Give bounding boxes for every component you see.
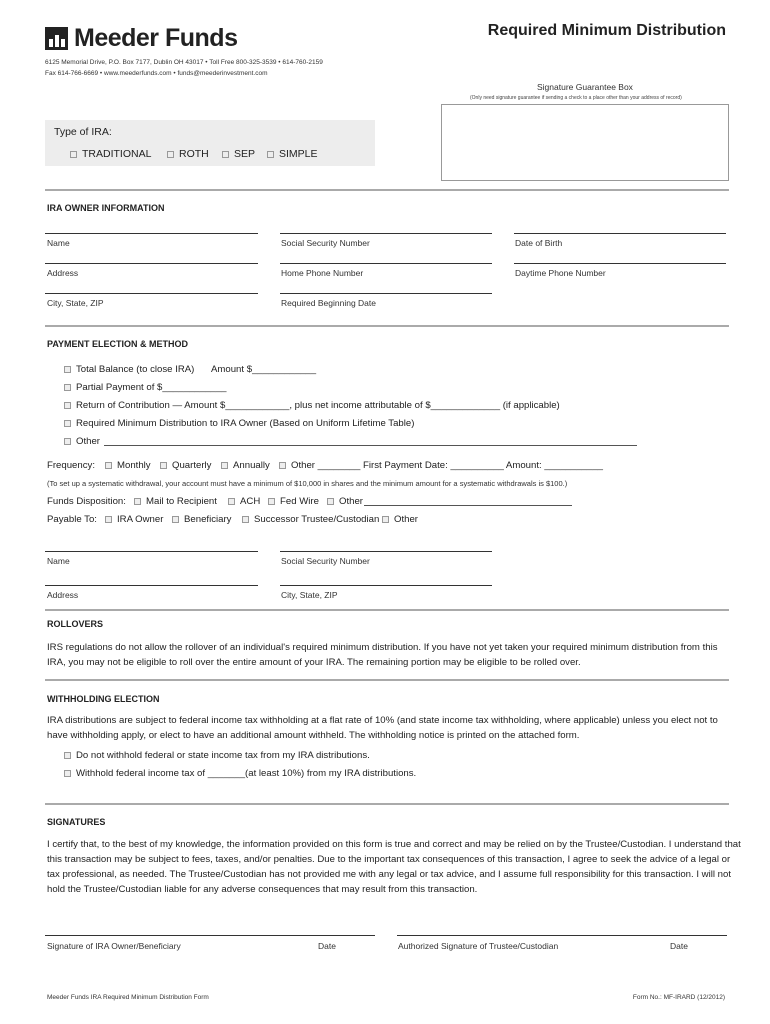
checkbox-icon [64,366,71,373]
checkbox-icon [64,752,71,759]
signature-guarantee-box[interactable] [441,104,729,181]
total-balance-option[interactable]: Total Balance (to close IRA) [64,364,194,375]
disposition-other-line[interactable] [364,505,572,506]
checkbox-icon [228,498,235,505]
checkbox-icon [267,151,274,158]
ssn-line[interactable] [280,233,492,234]
frequency-monthly[interactable]: Monthly [105,460,151,471]
ira-option-sep[interactable]: SEP [222,148,255,160]
checkbox-icon [160,462,167,469]
frequency-quarterly[interactable]: Quarterly [160,460,211,471]
owner-date-label: Date [318,941,336,951]
ira-type-label: Type of IRA: [54,126,112,138]
ira-option-traditional[interactable]: TRADITIONAL [70,148,151,160]
ssn-label: Social Security Number [281,238,370,248]
signature-guarantee-title: Signature Guarantee Box [537,82,633,92]
dob-line[interactable] [514,233,726,234]
checkbox-icon [222,151,229,158]
payable-label: Payable To: [47,514,97,525]
payable-successor[interactable]: Successor Trustee/Custodian [242,514,379,525]
checkbox-icon [242,516,249,523]
payee-address-label: Address [47,590,79,600]
total-balance-amount[interactable]: Amount $____________ [211,364,317,375]
owner-signature-line[interactable] [45,935,375,936]
home-phone-line[interactable] [280,263,492,264]
checkbox-icon [64,420,71,427]
disposition-ach[interactable]: ACH [228,496,260,507]
other-payment-option[interactable]: Other [64,436,100,447]
checkbox-icon [64,438,71,445]
checkbox-icon [327,498,334,505]
dob-label: Date of Birth [515,238,563,248]
rmd-owner-option[interactable]: Required Minimum Distribution to IRA Owner (Based on Uniform Lifetime Table) [64,418,414,429]
owner-section-heading: IRA OWNER INFORMATION [47,203,165,213]
checkbox-icon [70,151,77,158]
checkbox-icon [134,498,141,505]
signatures-text-4: hold the Trustee/Custodian liable for any adverse consequences that may result from this transaction. [47,884,478,895]
daytime-phone-line[interactable] [514,263,726,264]
withholding-option-none[interactable]: Do not withhold federal or state income tax from my IRA distributions. [64,748,370,763]
withholding-option-federal[interactable]: Withhold federal income tax of _______(at least 10%) from my IRA distributions. [64,766,416,781]
payable-ira-owner[interactable]: IRA Owner [105,514,163,525]
payee-name-line[interactable] [45,551,258,552]
checkbox-icon [382,516,389,523]
payment-section-heading: PAYMENT ELECTION & METHOD [47,339,189,349]
checkbox-icon [64,402,71,409]
withholding-text-2: have withholding apply, or elect to have an additional amount withheld. The withholding notice is printed on the attached form. [47,730,580,741]
checkbox-icon [105,462,112,469]
rollovers-heading: ROLLOVERS [47,619,104,629]
city-state-zip-line[interactable] [45,293,258,294]
disposition-fed-wire[interactable]: Fed Wire [268,496,319,507]
address-line-2: Fax 614-766-6669 • www.meederfunds.com • funds@meederinvestment.com [45,70,268,77]
payable-beneficiary[interactable]: Beneficiary [172,514,231,525]
frequency-annually[interactable]: Annually [221,460,270,471]
divider [45,803,729,805]
divider [45,679,729,681]
checkbox-icon [268,498,275,505]
signature-guarantee-note: (Only need signature guarantee if sending a check to a place other than your address of record) [470,95,682,101]
owner-signature-label: Signature of IRA Owner/Beneficiary [47,941,181,951]
frequency-other[interactable]: Other ________ First Payment Date: __________ Amount: ___________ [279,460,603,471]
payee-city-label: City, State, ZIP [281,590,338,600]
checkbox-icon [172,516,179,523]
ira-option-simple[interactable]: SIMPLE [267,148,318,160]
rollovers-text-1: IRS regulations do not allow the rollover of an individual's required minimum distribution. If you have not yet taken your required minimum distribution from this [47,642,718,653]
name-label: Name [47,238,70,248]
withholding-text-1: IRA distributions are subject to federal income tax withholding at a flat rate of 10% (and state income tax withholding, where applicable) unless you elect not to [47,715,718,726]
footer-left: Meeder Funds IRA Required Minimum Distribution Form [47,994,209,1001]
required-beginning-date-line[interactable] [280,293,492,294]
rollovers-text-2: IRA, you may not be eligible to roll over the entire amount of your IRA. The remaining portion may be eligible to be rolled over. [47,657,581,668]
payable-other[interactable]: Other [382,514,418,525]
brand-name: Meeder Funds [74,24,238,52]
custodian-signature-line[interactable] [397,935,727,936]
return-contribution-option[interactable]: Return of Contribution — Amount $____________, plus net income attributable of $_____________ (if applicable) [64,400,560,411]
custodian-signature-label: Authorized Signature of Trustee/Custodian [398,941,559,951]
signatures-text-2: this transaction may be subject to fees, taxes, and/or penalties. Due to the important tax consequences of this transaction, I agree to seek the advice of a legal or [47,854,731,865]
city-state-zip-label: City, State, ZIP [47,298,104,308]
custodian-date-label: Date [670,941,688,951]
checkbox-icon [64,770,71,777]
payee-ssn-label: Social Security Number [281,556,370,566]
disposition-mail[interactable]: Mail to Recipient [134,496,217,507]
form-title: Required Minimum Distribution [487,22,726,39]
signatures-heading: SIGNATURES [47,817,106,827]
divider [45,189,729,191]
signatures-text-3: tax professional, as needed. The Trustee/Custodian has not provided me with any legal or tax advice, and I assume full responsibility for this transaction. I will not [47,869,732,880]
payee-name-label: Name [47,556,70,566]
checkbox-icon [221,462,228,469]
footer-form-number: Form No.: MF-IRARD (12/2012) [632,994,725,1001]
ira-option-roth[interactable]: ROTH [167,148,209,160]
disposition-label: Funds Disposition: [47,496,126,507]
checkbox-icon [279,462,286,469]
signatures-text-1: I certify that, to the best of my knowledge, the information provided on this form is true and correct and may be relied on by the Trustee/Custodian. I understand that [47,839,741,850]
checkbox-icon [167,151,174,158]
other-payment-line[interactable] [104,445,637,446]
checkbox-icon [105,516,112,523]
logo-icon [45,27,68,50]
withholding-heading: WITHHOLDING ELECTION [47,694,160,704]
checkbox-icon [64,384,71,391]
brand-logo [45,24,237,53]
divider [45,609,729,611]
payee-ssn-line[interactable] [280,551,492,552]
address-line[interactable] [45,263,258,264]
address-line-1: 6125 Memorial Drive, P.O. Box 7177, Dublin OH 43017 • Toll Free 800-325-3539 • 614-760-2159 [45,59,323,66]
payee-address-line[interactable] [45,585,258,586]
daytime-phone-label: Daytime Phone Number [515,268,606,278]
divider [45,325,729,327]
frequency-label: Frequency: [47,460,95,471]
address-label: Address [47,268,79,278]
home-phone-label: Home Phone Number [281,268,364,278]
disposition-other[interactable]: Other [327,496,363,507]
payee-city-line[interactable] [280,585,492,586]
name-line[interactable] [45,233,258,234]
required-beginning-date-label: Required Beginning Date [281,298,376,308]
systematic-note: (To set up a systematic withdrawal, your account must have a minimum of $10,000 in shares and the minimum amount for a systematic withdrawals is $100.) [47,479,568,488]
partial-payment-option[interactable]: Partial Payment of $____________ [64,382,226,393]
